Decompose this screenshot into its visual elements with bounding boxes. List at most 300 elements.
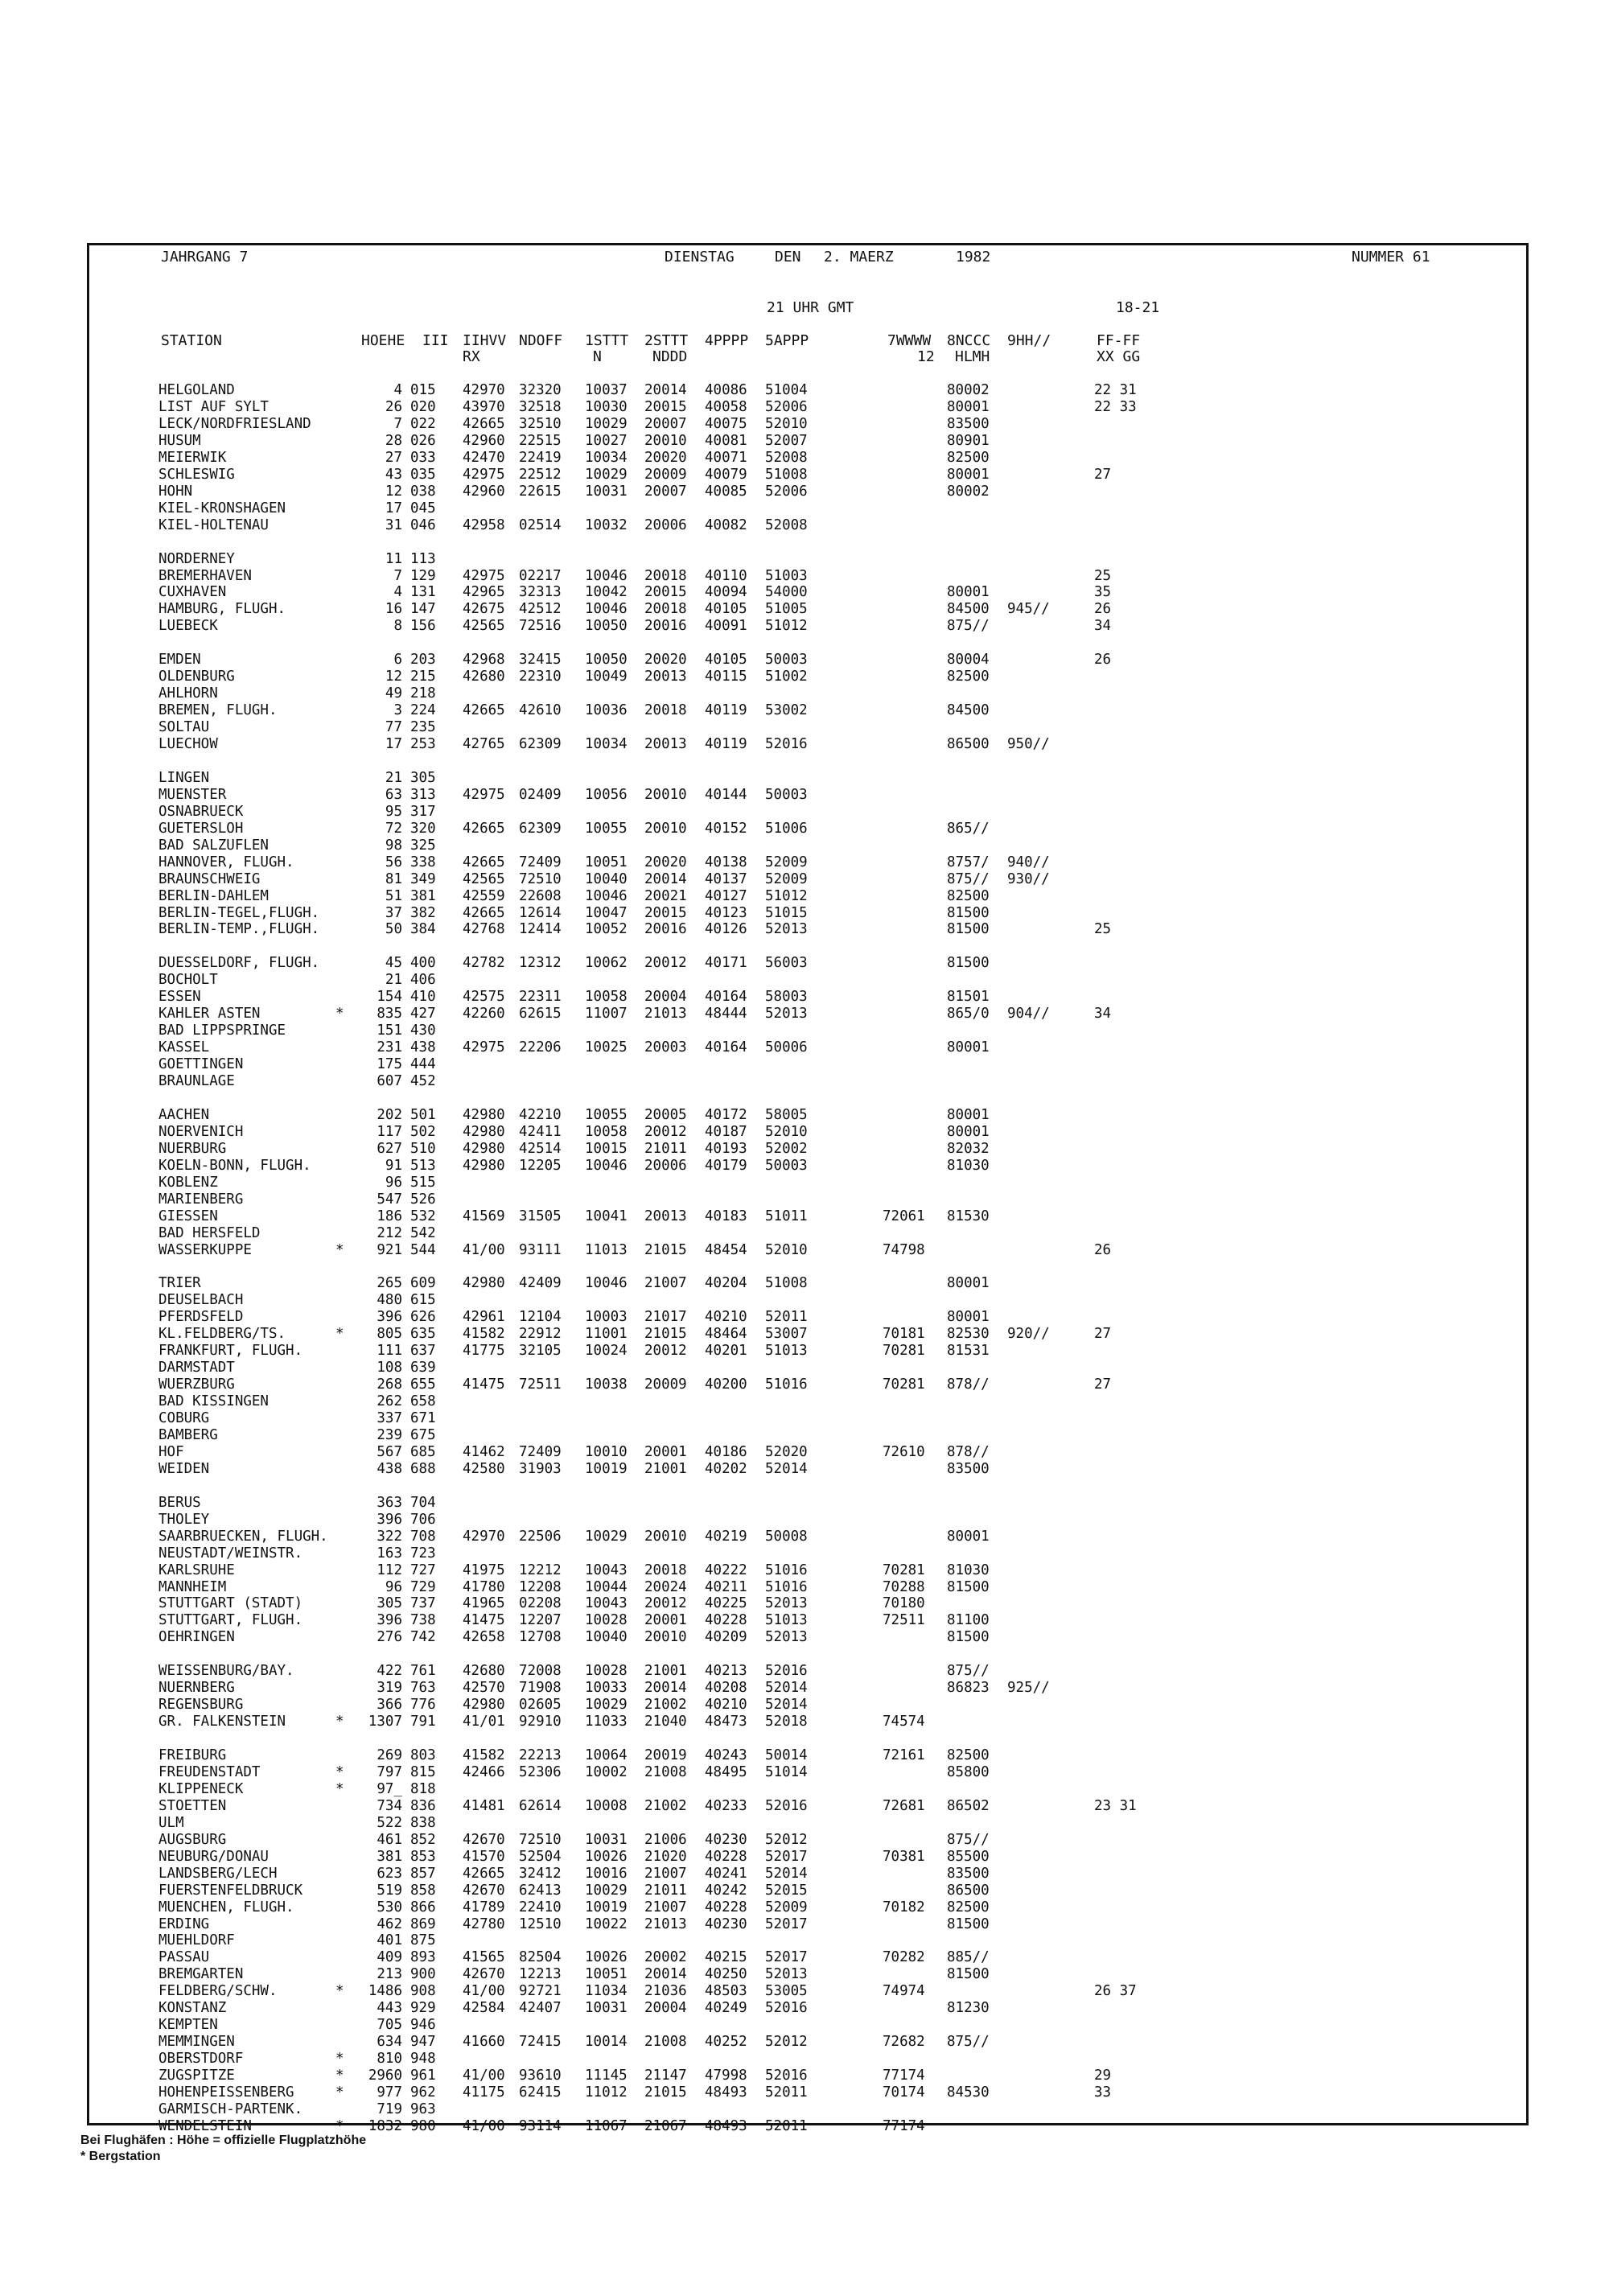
cell-4pppp: 40228 bbox=[705, 1848, 747, 1865]
cell-station-name: COBURG bbox=[158, 1410, 210, 1426]
cell-hoehe: 31 bbox=[385, 516, 402, 533]
table-row bbox=[0, 770, 1448, 787]
table-row bbox=[0, 2084, 1448, 2101]
cell-iihvv: 42960 bbox=[463, 483, 505, 500]
table-row bbox=[0, 1663, 1448, 1680]
cell-hoehe: 396 bbox=[377, 1612, 402, 1629]
cell-iii: 723 bbox=[410, 1545, 436, 1562]
cell-hoehe: 212 bbox=[377, 1224, 402, 1241]
cell-iii: 962 bbox=[410, 2084, 436, 2101]
cell-station-name: MANNHEIM bbox=[158, 1578, 227, 1595]
table-row bbox=[0, 837, 1448, 854]
cell-8nccc: 875// bbox=[947, 870, 990, 887]
cell-4pppp: 40105 bbox=[705, 652, 747, 669]
table-row bbox=[0, 2034, 1448, 2051]
cell-1sttt: 10055 bbox=[585, 820, 628, 837]
cell-hoehe: 91 bbox=[385, 1157, 402, 1174]
cell-ndoff: 22410 bbox=[519, 1899, 562, 1915]
cell-5appp: 51015 bbox=[765, 904, 808, 921]
cell-ndoff: 31505 bbox=[519, 1208, 562, 1224]
cell-1sttt: 10028 bbox=[585, 1663, 628, 1680]
cell-iii: 510 bbox=[410, 1140, 436, 1157]
cell-2sttt: 20004 bbox=[644, 2000, 687, 2017]
cell-2sttt: 21020 bbox=[644, 1848, 687, 1865]
cell-iii: 869 bbox=[410, 1915, 436, 1932]
cell-5appp: 51005 bbox=[765, 601, 808, 618]
cell-iihvv: 42670 bbox=[463, 1831, 505, 1848]
cell-1sttt: 10058 bbox=[585, 989, 628, 1006]
cell-ndoff: 22206 bbox=[519, 1039, 562, 1056]
table-row bbox=[0, 888, 1448, 905]
cell-2sttt: 21006 bbox=[644, 1831, 687, 1848]
cell-ff-ff: 27 bbox=[1094, 466, 1112, 483]
cell-5appp: 52012 bbox=[765, 1831, 808, 1848]
table-row bbox=[0, 1949, 1448, 1966]
cell-2sttt: 20002 bbox=[644, 1949, 687, 1966]
cell-hoehe: 6 bbox=[393, 652, 402, 669]
cell-2sttt: 20012 bbox=[644, 1595, 687, 1612]
table-row bbox=[0, 1107, 1448, 1124]
cell-iii: 727 bbox=[410, 1562, 436, 1578]
cell-5appp: 51016 bbox=[765, 1578, 808, 1595]
cell-iii: 452 bbox=[410, 1073, 436, 1089]
cell-iii: 742 bbox=[410, 1629, 436, 1646]
cell-hoehe: 530 bbox=[377, 1899, 402, 1915]
cell-2sttt: 20013 bbox=[644, 669, 687, 685]
cell-iihvv: 42665 bbox=[463, 854, 505, 870]
cell-iihvv: 41660 bbox=[463, 2034, 505, 2051]
cell-ndoff: 72415 bbox=[519, 2034, 562, 2051]
cell-4pppp: 48464 bbox=[705, 1326, 747, 1343]
cell-iihvv: 42665 bbox=[463, 820, 505, 837]
cell-hoehe: 7 bbox=[393, 415, 402, 432]
cell-2sttt: 21147 bbox=[644, 2068, 687, 2084]
cell-station-name: NOERVENICH bbox=[158, 1123, 244, 1140]
cell-iii: 035 bbox=[410, 466, 436, 483]
cell-4pppp: 40242 bbox=[705, 1882, 747, 1899]
cell-station-name: BRAUNLAGE bbox=[158, 1073, 235, 1089]
cell-iihvv: 42970 bbox=[463, 382, 505, 398]
cell-hoehe: 81 bbox=[385, 870, 402, 887]
cell-station-name: HOF bbox=[158, 1443, 184, 1460]
cell-2sttt: 20012 bbox=[644, 955, 687, 972]
cell-iii: 022 bbox=[410, 415, 436, 432]
cell-8nccc: 80002 bbox=[947, 382, 990, 398]
cell-station-name: BRAUNSCHWEIG bbox=[158, 870, 261, 887]
cell-iihvv: 42680 bbox=[463, 1663, 505, 1680]
cell-4pppp: 40144 bbox=[705, 786, 747, 803]
cell-ff-ff: 27 bbox=[1094, 1376, 1112, 1393]
cell-station-name: STUTTGART (STADT) bbox=[158, 1595, 303, 1612]
cell-mountain-marker: * bbox=[335, 1780, 344, 1797]
cell-1sttt: 10046 bbox=[585, 567, 628, 584]
cell-2sttt: 20004 bbox=[644, 989, 687, 1006]
cell-5appp: 52002 bbox=[765, 1140, 808, 1157]
cell-4pppp: 40213 bbox=[705, 1663, 747, 1680]
cell-station-name: KLIPPENECK bbox=[158, 1780, 244, 1797]
cell-7wwww: 72610 bbox=[883, 1443, 925, 1460]
cell-station-name: BREMGARTEN bbox=[158, 1966, 244, 1983]
cell-station-name: BERUS bbox=[158, 1494, 201, 1511]
cell-station-name: GR. FALKENSTEIN bbox=[158, 1714, 286, 1730]
cell-mountain-marker: * bbox=[335, 2051, 344, 2067]
cell-iii: 147 bbox=[410, 601, 436, 618]
cell-8nccc: 82032 bbox=[947, 1140, 990, 1157]
cell-station-name: BOCHOLT bbox=[158, 972, 218, 989]
cell-station-name: FREIBURG bbox=[158, 1747, 227, 1763]
cell-iii: 313 bbox=[410, 786, 436, 803]
cell-ndoff: 42210 bbox=[519, 1106, 562, 1123]
cell-2sttt: 20020 bbox=[644, 652, 687, 669]
cell-4pppp: 40075 bbox=[705, 415, 747, 432]
cell-iihvv: 42565 bbox=[463, 870, 505, 887]
cell-iii: 381 bbox=[410, 887, 436, 904]
table-row bbox=[0, 1275, 1448, 1292]
cell-7wwww: 70288 bbox=[883, 1578, 925, 1595]
cell-iii: 737 bbox=[410, 1595, 436, 1612]
cell-ndoff: 62309 bbox=[519, 820, 562, 837]
cell-8nccc: 85800 bbox=[947, 1763, 990, 1780]
cell-station-name: GARMISCH-PARTENK. bbox=[158, 2101, 303, 2117]
cell-5appp: 54000 bbox=[765, 584, 808, 601]
cell-iii: 544 bbox=[410, 1241, 436, 1258]
cell-8nccc: 8757/ bbox=[947, 854, 990, 870]
cell-station-name: AUGSBURG bbox=[158, 1831, 227, 1848]
cell-5appp: 53002 bbox=[765, 702, 808, 719]
cell-iii: 224 bbox=[410, 702, 436, 719]
cell-iii: 317 bbox=[410, 803, 436, 820]
cell-4pppp: 40119 bbox=[705, 702, 747, 719]
cell-1sttt: 10036 bbox=[585, 702, 628, 719]
cell-8nccc: 81500 bbox=[947, 1629, 990, 1646]
cell-1sttt: 10050 bbox=[585, 652, 628, 669]
table-row bbox=[0, 821, 1448, 837]
cell-hoehe: 17 bbox=[385, 736, 402, 752]
cell-8nccc: 865/0 bbox=[947, 1006, 990, 1023]
cell-iihvv: 42665 bbox=[463, 904, 505, 921]
cell-station-name: MUENCHEN, FLUGH. bbox=[158, 1899, 294, 1915]
cell-station-name: NORDERNEY bbox=[158, 550, 235, 567]
cell-4pppp: 40228 bbox=[705, 1612, 747, 1629]
cell-hoehe: 522 bbox=[377, 1814, 402, 1831]
cell-5appp: 50014 bbox=[765, 1747, 808, 1763]
table-row bbox=[0, 1697, 1448, 1714]
cell-4pppp: 40179 bbox=[705, 1157, 747, 1174]
cell-ndoff: 42409 bbox=[519, 1275, 562, 1292]
cell-1sttt: 10029 bbox=[585, 1528, 628, 1545]
table-row bbox=[0, 1309, 1448, 1326]
cell-2sttt: 21008 bbox=[644, 2034, 687, 2051]
cell-5appp: 52013 bbox=[765, 1006, 808, 1023]
cell-station-name: MEMMINGEN bbox=[158, 2034, 235, 2051]
cell-4pppp: 40081 bbox=[705, 432, 747, 449]
cell-1sttt: 10034 bbox=[585, 449, 628, 466]
table-row bbox=[0, 669, 1448, 685]
cell-iihvv: 42665 bbox=[463, 1865, 505, 1882]
table-row bbox=[0, 1175, 1448, 1191]
cell-5appp: 51008 bbox=[765, 466, 808, 483]
cell-ff-ff: 25 bbox=[1094, 921, 1112, 938]
cell-1sttt: 10015 bbox=[585, 1140, 628, 1157]
cell-station-name: BAD LIPPSPRINGE bbox=[158, 1023, 286, 1039]
cell-5appp: 51016 bbox=[765, 1376, 808, 1393]
cell-iii: 815 bbox=[410, 1763, 436, 1780]
cell-9hh: 945// bbox=[1007, 601, 1050, 618]
jahrgang: JAHRGANG 7 bbox=[161, 249, 249, 265]
cell-iihvv: 42680 bbox=[463, 669, 505, 685]
cell-iihvv: 42970 bbox=[463, 1528, 505, 1545]
cell-ndoff: 22608 bbox=[519, 887, 562, 904]
cell-1sttt: 10029 bbox=[585, 1882, 628, 1899]
cell-2sttt: 20015 bbox=[644, 904, 687, 921]
cell-station-name: OLDENBURG bbox=[158, 669, 235, 685]
cell-station-name: BAMBERG bbox=[158, 1426, 218, 1443]
table-row bbox=[0, 1983, 1448, 2000]
cell-hoehe: 96 bbox=[385, 1578, 402, 1595]
cell-mountain-marker: * bbox=[335, 1241, 344, 1258]
cell-1sttt: 10046 bbox=[585, 601, 628, 618]
cell-iii: 866 bbox=[410, 1899, 436, 1915]
cell-station-name: SOLTAU bbox=[158, 719, 210, 735]
cell-8nccc: 80001 bbox=[947, 398, 990, 415]
cell-2sttt: 21008 bbox=[644, 1763, 687, 1780]
cell-iihvv: 41565 bbox=[463, 1949, 505, 1966]
cell-hoehe: 28 bbox=[385, 432, 402, 449]
cell-2sttt: 21067 bbox=[644, 2117, 687, 2134]
cell-hoehe: 567 bbox=[377, 1443, 402, 1460]
cell-4pppp: 40211 bbox=[705, 1578, 747, 1595]
cell-8nccc: 875// bbox=[947, 1831, 990, 1848]
cell-hoehe: 8 bbox=[393, 618, 402, 635]
cell-ndoff: 62614 bbox=[519, 1797, 562, 1814]
cell-1sttt: 11013 bbox=[585, 1241, 628, 1258]
cell-4pppp: 40230 bbox=[705, 1831, 747, 1848]
cell-1sttt: 10042 bbox=[585, 584, 628, 601]
cell-5appp: 52013 bbox=[765, 1595, 808, 1612]
cell-2sttt: 20014 bbox=[644, 382, 687, 398]
cell-7wwww: 70174 bbox=[883, 2084, 925, 2101]
col-ff-ff: FF-FF bbox=[1097, 332, 1141, 349]
cell-iihvv: 41475 bbox=[463, 1612, 505, 1629]
cell-8nccc: 81030 bbox=[947, 1157, 990, 1174]
cell-1sttt: 10055 bbox=[585, 1106, 628, 1123]
cell-iihvv: 41475 bbox=[463, 1376, 505, 1393]
cell-ndoff: 72409 bbox=[519, 1443, 562, 1460]
cell-station-name: LUECHOW bbox=[158, 736, 218, 752]
cell-5appp: 52006 bbox=[765, 483, 808, 500]
col-hlmh: HLMH bbox=[955, 348, 990, 365]
cell-7wwww: 70180 bbox=[883, 1595, 925, 1612]
cell-iihvv: 42466 bbox=[463, 1763, 505, 1780]
cell-iii: 838 bbox=[410, 1814, 436, 1831]
cell-hoehe: 2960 bbox=[368, 2068, 402, 2084]
cell-8nccc: 82530 bbox=[947, 1326, 990, 1343]
cell-iii: 501 bbox=[410, 1106, 436, 1123]
cell-station-name: BREMEN, FLUGH. bbox=[158, 702, 278, 719]
cell-hoehe: 366 bbox=[377, 1697, 402, 1714]
cell-iii: 203 bbox=[410, 652, 436, 669]
cell-hoehe: 151 bbox=[377, 1023, 402, 1039]
cell-ndoff: 12312 bbox=[519, 955, 562, 972]
cell-station-name: NEUSTADT/WEINSTR. bbox=[158, 1545, 303, 1562]
cell-iihvv: 41/00 bbox=[463, 1983, 505, 2000]
cell-2sttt: 20009 bbox=[644, 1376, 687, 1393]
cell-iii: 015 bbox=[410, 382, 436, 398]
cell-1sttt: 10029 bbox=[585, 466, 628, 483]
cell-9hh: 930// bbox=[1007, 870, 1050, 887]
cell-station-name: KARLSRUHE bbox=[158, 1562, 235, 1578]
table-row bbox=[0, 1764, 1448, 1781]
cell-8nccc: 875// bbox=[947, 2034, 990, 2051]
cell-2sttt: 20013 bbox=[644, 736, 687, 752]
cell-5appp: 50008 bbox=[765, 1528, 808, 1545]
cell-iihvv: 41582 bbox=[463, 1326, 505, 1343]
cell-7wwww: 70282 bbox=[883, 1949, 925, 1966]
cell-1sttt: 10044 bbox=[585, 1578, 628, 1595]
cell-5appp: 52014 bbox=[765, 1697, 808, 1714]
cell-iihvv: 42975 bbox=[463, 567, 505, 584]
table-row bbox=[0, 1427, 1448, 1444]
cell-station-name: NEUBURG/DONAU bbox=[158, 1848, 269, 1865]
cell-2sttt: 20016 bbox=[644, 921, 687, 938]
cell-1sttt: 11033 bbox=[585, 1714, 628, 1730]
cell-hoehe: 835 bbox=[377, 1006, 402, 1023]
cell-station-name: CUXHAVEN bbox=[158, 584, 227, 601]
cell-7wwww: 72681 bbox=[883, 1797, 925, 1814]
cell-5appp: 51004 bbox=[765, 382, 808, 398]
cell-iihvv: 41775 bbox=[463, 1343, 505, 1360]
cell-hoehe: 4 bbox=[393, 382, 402, 398]
cell-station-name: KASSEL bbox=[158, 1039, 210, 1056]
cell-iii: 963 bbox=[410, 2101, 436, 2117]
cell-iii: 427 bbox=[410, 1006, 436, 1023]
cell-iii: 857 bbox=[410, 1865, 436, 1882]
cell-ndoff: 12205 bbox=[519, 1157, 562, 1174]
cell-station-name: ESSEN bbox=[158, 989, 201, 1006]
cell-iihvv: 42980 bbox=[463, 1123, 505, 1140]
year: 1982 bbox=[956, 249, 991, 265]
cell-4pppp: 40209 bbox=[705, 1629, 747, 1646]
cell-ndoff: 32415 bbox=[519, 652, 562, 669]
cell-8nccc: 85500 bbox=[947, 1848, 990, 1865]
cell-station-name: HOHN bbox=[158, 483, 193, 500]
footnote-airports: Bei Flughäfen : Höhe = offizielle Flugplatzhöhe bbox=[80, 2133, 367, 2147]
cell-iii: 675 bbox=[410, 1426, 436, 1443]
cell-4pppp: 40126 bbox=[705, 921, 747, 938]
cell-station-name: ZUGSPITZE bbox=[158, 2068, 235, 2084]
cell-4pppp: 40058 bbox=[705, 398, 747, 415]
cell-4pppp: 40123 bbox=[705, 904, 747, 921]
cell-hoehe: 112 bbox=[377, 1562, 402, 1578]
cell-5appp: 50006 bbox=[765, 1039, 808, 1056]
cell-5appp: 52016 bbox=[765, 2000, 808, 2017]
cell-2sttt: 20012 bbox=[644, 1343, 687, 1360]
cell-ff-ff: 34 bbox=[1094, 1006, 1112, 1023]
cell-4pppp: 40091 bbox=[705, 618, 747, 635]
cell-4pppp: 40222 bbox=[705, 1562, 747, 1578]
cell-hoehe: 77 bbox=[385, 719, 402, 735]
table-row bbox=[0, 1562, 1448, 1579]
table-row bbox=[0, 702, 1448, 719]
cell-iii: 685 bbox=[410, 1443, 436, 1460]
cell-8nccc: 86502 bbox=[947, 1797, 990, 1814]
cell-hoehe: 108 bbox=[377, 1360, 402, 1376]
cell-5appp: 58005 bbox=[765, 1106, 808, 1123]
cell-1sttt: 10030 bbox=[585, 398, 628, 415]
cell-4pppp: 48454 bbox=[705, 1241, 747, 1258]
cell-2sttt: 21013 bbox=[644, 1006, 687, 1023]
cell-9hh: 904// bbox=[1007, 1006, 1050, 1023]
cell-4pppp: 40249 bbox=[705, 2000, 747, 2017]
table-row bbox=[0, 1579, 1448, 1596]
cell-2sttt: 20024 bbox=[644, 1578, 687, 1595]
cell-5appp: 52016 bbox=[765, 1663, 808, 1680]
cell-iihvv: 41569 bbox=[463, 1208, 505, 1224]
cell-7wwww: 77174 bbox=[883, 2068, 925, 2084]
cell-2sttt: 20010 bbox=[644, 1528, 687, 1545]
cell-5appp: 52014 bbox=[765, 1680, 808, 1697]
table-row bbox=[0, 584, 1448, 601]
issue-number: NUMMER 61 bbox=[1352, 249, 1430, 265]
cell-9hh: 950// bbox=[1007, 736, 1050, 752]
cell-7wwww: 72682 bbox=[883, 2034, 925, 2051]
cell-hoehe: 16 bbox=[385, 601, 402, 618]
cell-ndoff: 12104 bbox=[519, 1309, 562, 1326]
cell-1sttt: 10008 bbox=[585, 1797, 628, 1814]
cell-4pppp: 40172 bbox=[705, 1106, 747, 1123]
footnote-mountain-station: * Bergstation bbox=[80, 2150, 161, 2163]
cell-iihvv: 42670 bbox=[463, 1882, 505, 1899]
cell-hoehe: 95 bbox=[385, 803, 402, 820]
cell-hoehe: 97_ bbox=[377, 1780, 402, 1797]
cell-5appp: 52010 bbox=[765, 415, 808, 432]
table-row bbox=[0, 2068, 1448, 2084]
table-row bbox=[0, 685, 1448, 702]
cell-5appp: 52008 bbox=[765, 449, 808, 466]
cell-iihvv: 41965 bbox=[463, 1595, 505, 1612]
cell-station-name: SCHLESWIG bbox=[158, 466, 235, 483]
cell-4pppp: 48495 bbox=[705, 1763, 747, 1780]
table-row bbox=[0, 1714, 1448, 1730]
cell-iihvv: 42980 bbox=[463, 1106, 505, 1123]
cell-1sttt: 10019 bbox=[585, 1899, 628, 1915]
cell-hoehe: 1832 bbox=[368, 2117, 402, 2134]
cell-hoehe: 17 bbox=[385, 500, 402, 516]
cell-hoehe: 462 bbox=[377, 1915, 402, 1932]
table-row bbox=[0, 1124, 1448, 1141]
table-row bbox=[0, 551, 1448, 568]
cell-iii: 444 bbox=[410, 1056, 436, 1072]
cell-hoehe: 322 bbox=[377, 1528, 402, 1545]
cell-iii: 609 bbox=[410, 1275, 436, 1292]
cell-iihvv: 41/01 bbox=[463, 1714, 505, 1730]
cell-1sttt: 10016 bbox=[585, 1865, 628, 1882]
cell-2sttt: 21002 bbox=[644, 1797, 687, 1814]
cell-7wwww: 74974 bbox=[883, 1983, 925, 2000]
cell-iihvv: 42980 bbox=[463, 1275, 505, 1292]
cell-iii: 156 bbox=[410, 618, 436, 635]
cell-4pppp: 40241 bbox=[705, 1865, 747, 1882]
cell-1sttt: 10058 bbox=[585, 1123, 628, 1140]
table-row bbox=[0, 399, 1448, 416]
cell-4pppp: 40225 bbox=[705, 1595, 747, 1612]
cell-5appp: 52017 bbox=[765, 1949, 808, 1966]
table-row bbox=[0, 2017, 1448, 2034]
cell-4pppp: 40252 bbox=[705, 2034, 747, 2051]
cell-ndoff: 12708 bbox=[519, 1629, 562, 1646]
cell-8nccc: 82500 bbox=[947, 449, 990, 466]
cell-4pppp: 40164 bbox=[705, 1039, 747, 1056]
